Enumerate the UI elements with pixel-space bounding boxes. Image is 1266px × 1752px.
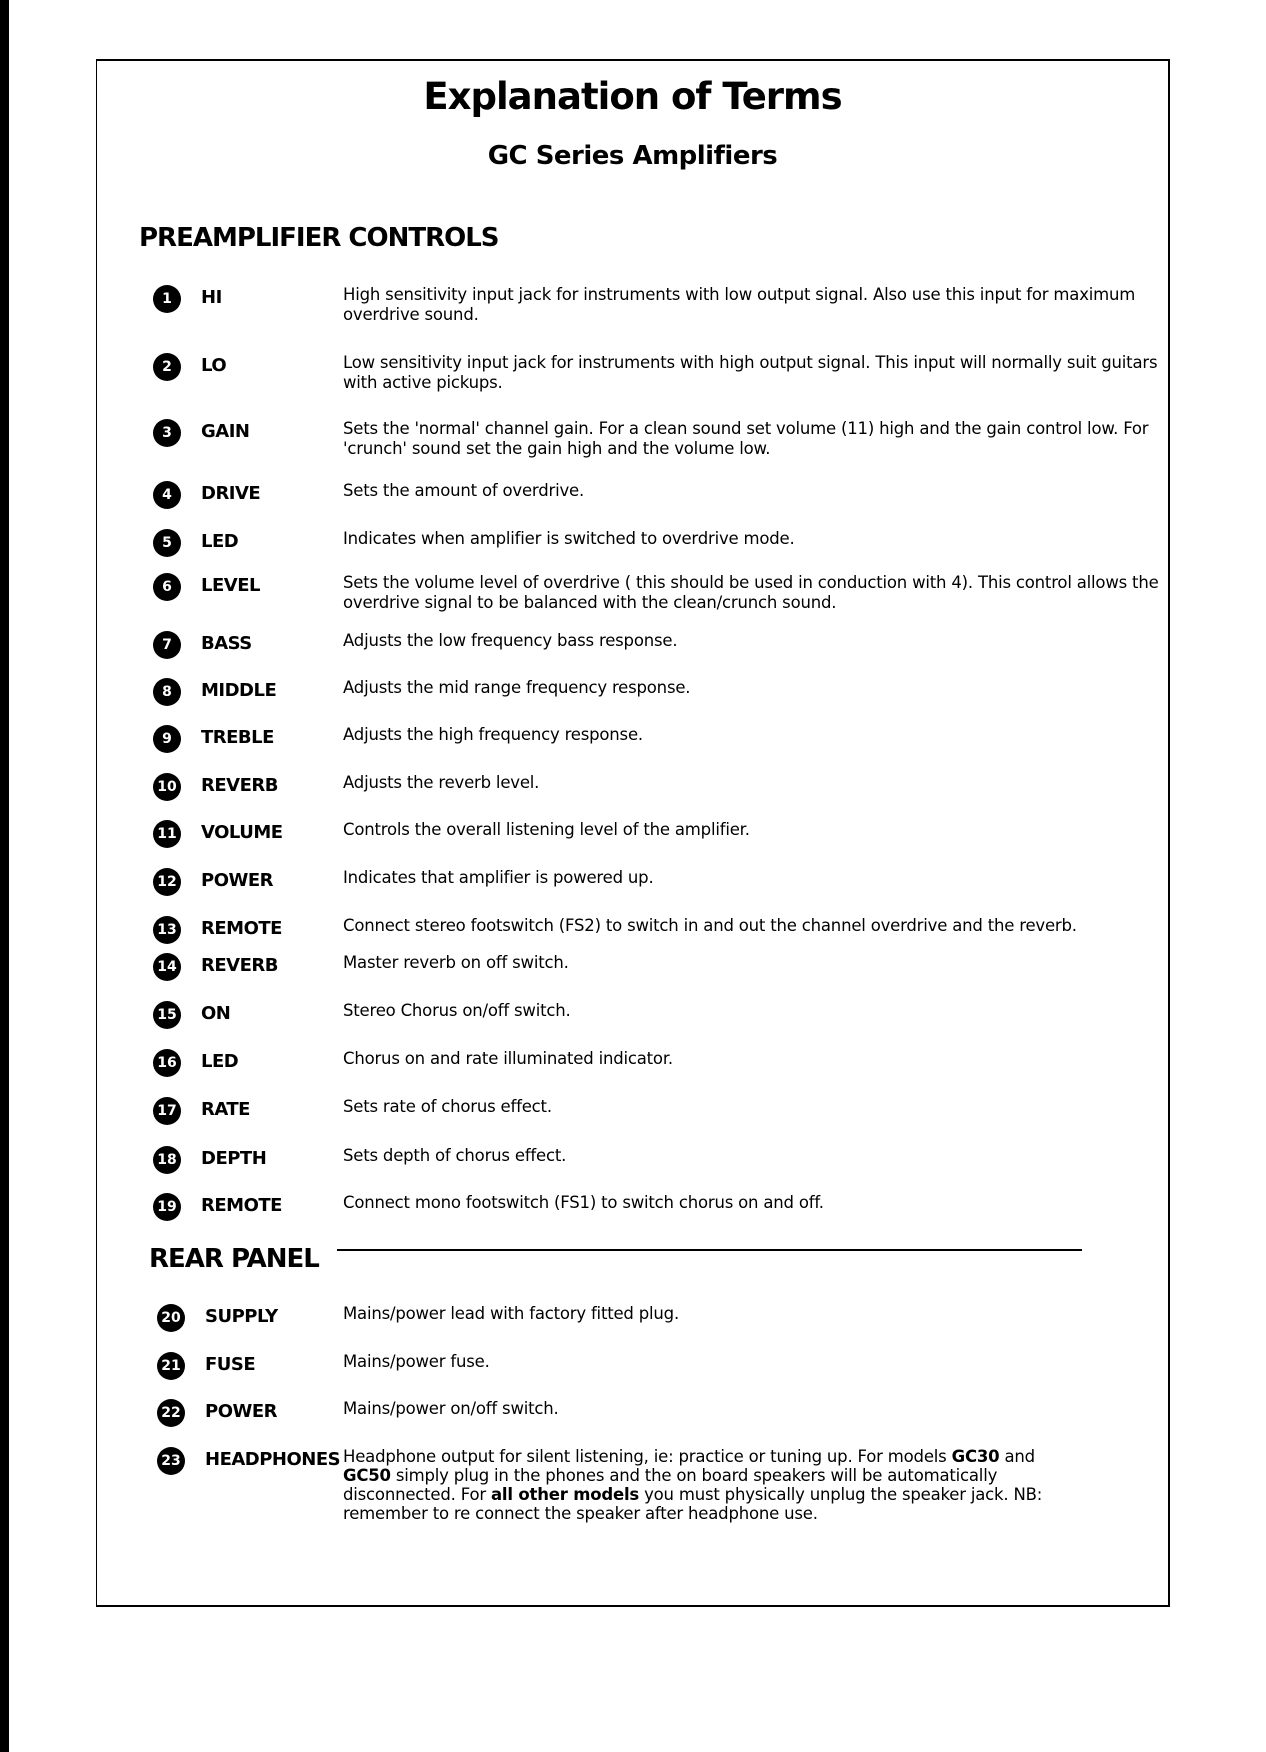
model-gc50: GC50: [343, 1466, 391, 1485]
term-row: [153, 1001, 1153, 1041]
model-gc30: GC30: [951, 1447, 1000, 1466]
section-rule: [337, 1249, 1082, 1251]
document-frame: [96, 59, 1170, 1607]
term-description: Master reverb on off switch.: [343, 953, 569, 972]
term-label: REVERB: [201, 955, 278, 976]
term-row: [153, 285, 1153, 325]
term-label: REMOTE: [201, 1195, 282, 1216]
term-description: Indicates that amplifier is powered up.: [343, 868, 654, 887]
number-badge: 1: [153, 285, 181, 313]
term-description: Connect stereo footswitch (FS2) to switch in and out the channel overdrive and the reverb.: [343, 916, 1077, 935]
number-badge: 23: [157, 1447, 185, 1475]
term-description: Connect mono footswitch (FS1) to switch chorus on and off.: [343, 1193, 824, 1212]
term-description: Sets the volume level of overdrive ( this should be used in conduction with 4). This control allows the overdrive signal to be balanced with the clean/crunch sound.: [343, 573, 1159, 612]
term-row: [153, 725, 1153, 765]
term-description: Low sensitivity input jack for instruments with high output signal. This input will normally suit guitars with active pickups.: [343, 353, 1158, 392]
term-row: [153, 773, 1153, 813]
number-badge: 11: [153, 820, 181, 848]
number-badge: 22: [157, 1399, 185, 1427]
term-label: LED: [201, 1051, 239, 1072]
term-description: Adjusts the mid range frequency response.: [343, 678, 691, 697]
term-label: DRIVE: [201, 483, 261, 504]
term-label: VOLUME: [201, 822, 283, 843]
term-description: Headphone output for silent listening, ie: practice or tuning up. For models GC30 and GC50 simply plug in the phones and the on board speakers will be automatically disconnected. For all other models you must physically unplug the speaker jack. NB: remember to re connect the speaker after headphone use.: [343, 1447, 1043, 1523]
number-badge: 19: [153, 1193, 181, 1221]
term-label: MIDDLE: [201, 680, 277, 701]
term-label: GAIN: [201, 421, 250, 442]
number-badge: 18: [153, 1146, 181, 1174]
number-badge: 7: [153, 631, 181, 659]
term-description: Sets the 'normal' channel gain. For a clean sound set volume (11) high and the gain control low. For 'crunch' sound set the gain high and the volume low.: [343, 419, 1149, 458]
number-badge: 15: [153, 1001, 181, 1029]
number-badge: 2: [153, 353, 181, 381]
term-description: Controls the overall listening level of the amplifier.: [343, 820, 750, 839]
number-badge: 16: [153, 1049, 181, 1077]
term-description: Chorus on and rate illuminated indicator.: [343, 1049, 673, 1068]
term-label: HI: [201, 287, 222, 308]
term-row: [153, 1146, 1153, 1186]
number-badge: 12: [153, 868, 181, 896]
term-row: [153, 573, 1159, 613]
term-label: FUSE: [205, 1354, 256, 1375]
page-title: Explanation of Terms: [423, 75, 842, 118]
term-label: POWER: [201, 870, 274, 891]
term-row-headphones: [157, 1447, 1157, 1537]
term-description: Sets rate of chorus effect.: [343, 1097, 552, 1116]
term-label: POWER: [205, 1401, 278, 1422]
term-label: REMOTE: [201, 918, 282, 939]
term-row: [153, 419, 1153, 459]
term-description: Adjusts the high frequency response.: [343, 725, 643, 744]
emphasis-all-other-models: all other models: [490, 1485, 640, 1504]
term-row: [153, 1049, 1153, 1089]
term-row: [153, 820, 1153, 860]
term-row: [153, 1193, 1153, 1233]
term-label: ON: [201, 1003, 231, 1024]
number-badge: 17: [153, 1097, 181, 1125]
section-heading-preamplifier: PREAMPLIFIER CONTROLS: [139, 223, 499, 253]
term-row: [153, 481, 1153, 521]
number-badge: 20: [157, 1304, 185, 1332]
term-description: Adjusts the reverb level.: [343, 773, 540, 792]
number-badge: 6: [153, 573, 181, 601]
term-row: [157, 1399, 1157, 1439]
term-row: [153, 529, 1153, 569]
term-label: TREBLE: [201, 727, 274, 748]
term-description: Sets the amount of overdrive.: [343, 481, 585, 500]
page-binding-edge: [0, 0, 9, 1752]
term-description: Adjusts the low frequency bass response.: [343, 631, 678, 650]
number-badge: 3: [153, 419, 181, 447]
term-row: [153, 631, 1153, 671]
term-row: [157, 1304, 1157, 1344]
term-description: High sensitivity input jack for instruments with low output signal. Also use this input for maximum overdrive sound.: [343, 285, 1136, 324]
number-badge: 10: [153, 773, 181, 801]
term-label: BASS: [201, 633, 252, 654]
term-description: Mains/power lead with factory fitted plug.: [343, 1304, 679, 1323]
number-badge: 5: [153, 529, 181, 557]
term-row: [153, 953, 1153, 993]
term-description: Indicates when amplifier is switched to overdrive mode.: [343, 529, 795, 548]
term-label: RATE: [201, 1099, 250, 1120]
term-row: [153, 678, 1153, 718]
term-description: Stereo Chorus on/off switch.: [343, 1001, 571, 1020]
term-description: Mains/power on/off switch.: [343, 1399, 559, 1418]
number-badge: 21: [157, 1352, 185, 1380]
term-row: [153, 353, 1158, 393]
term-description: Mains/power fuse.: [343, 1352, 490, 1371]
term-label: DEPTH: [201, 1148, 267, 1169]
number-badge: 14: [153, 953, 181, 981]
term-row: [153, 868, 1153, 908]
term-row: [153, 916, 1153, 956]
term-description: Sets depth of chorus effect.: [343, 1146, 567, 1165]
term-label: SUPPLY: [205, 1306, 278, 1327]
page-subtitle: GC Series Amplifiers: [487, 141, 778, 171]
term-label: HEADPHONES: [205, 1449, 341, 1470]
term-row: [153, 1097, 1153, 1137]
term-label: LO: [201, 355, 227, 376]
term-label: LED: [201, 531, 239, 552]
number-badge: 9: [153, 725, 181, 753]
term-label: LEVEL: [201, 575, 260, 596]
term-row: [157, 1352, 1157, 1392]
number-badge: 13: [153, 916, 181, 944]
number-badge: 8: [153, 678, 181, 706]
term-label: REVERB: [201, 775, 278, 796]
section-heading-rear-panel: REAR PANEL: [149, 1244, 319, 1274]
number-badge: 4: [153, 481, 181, 509]
